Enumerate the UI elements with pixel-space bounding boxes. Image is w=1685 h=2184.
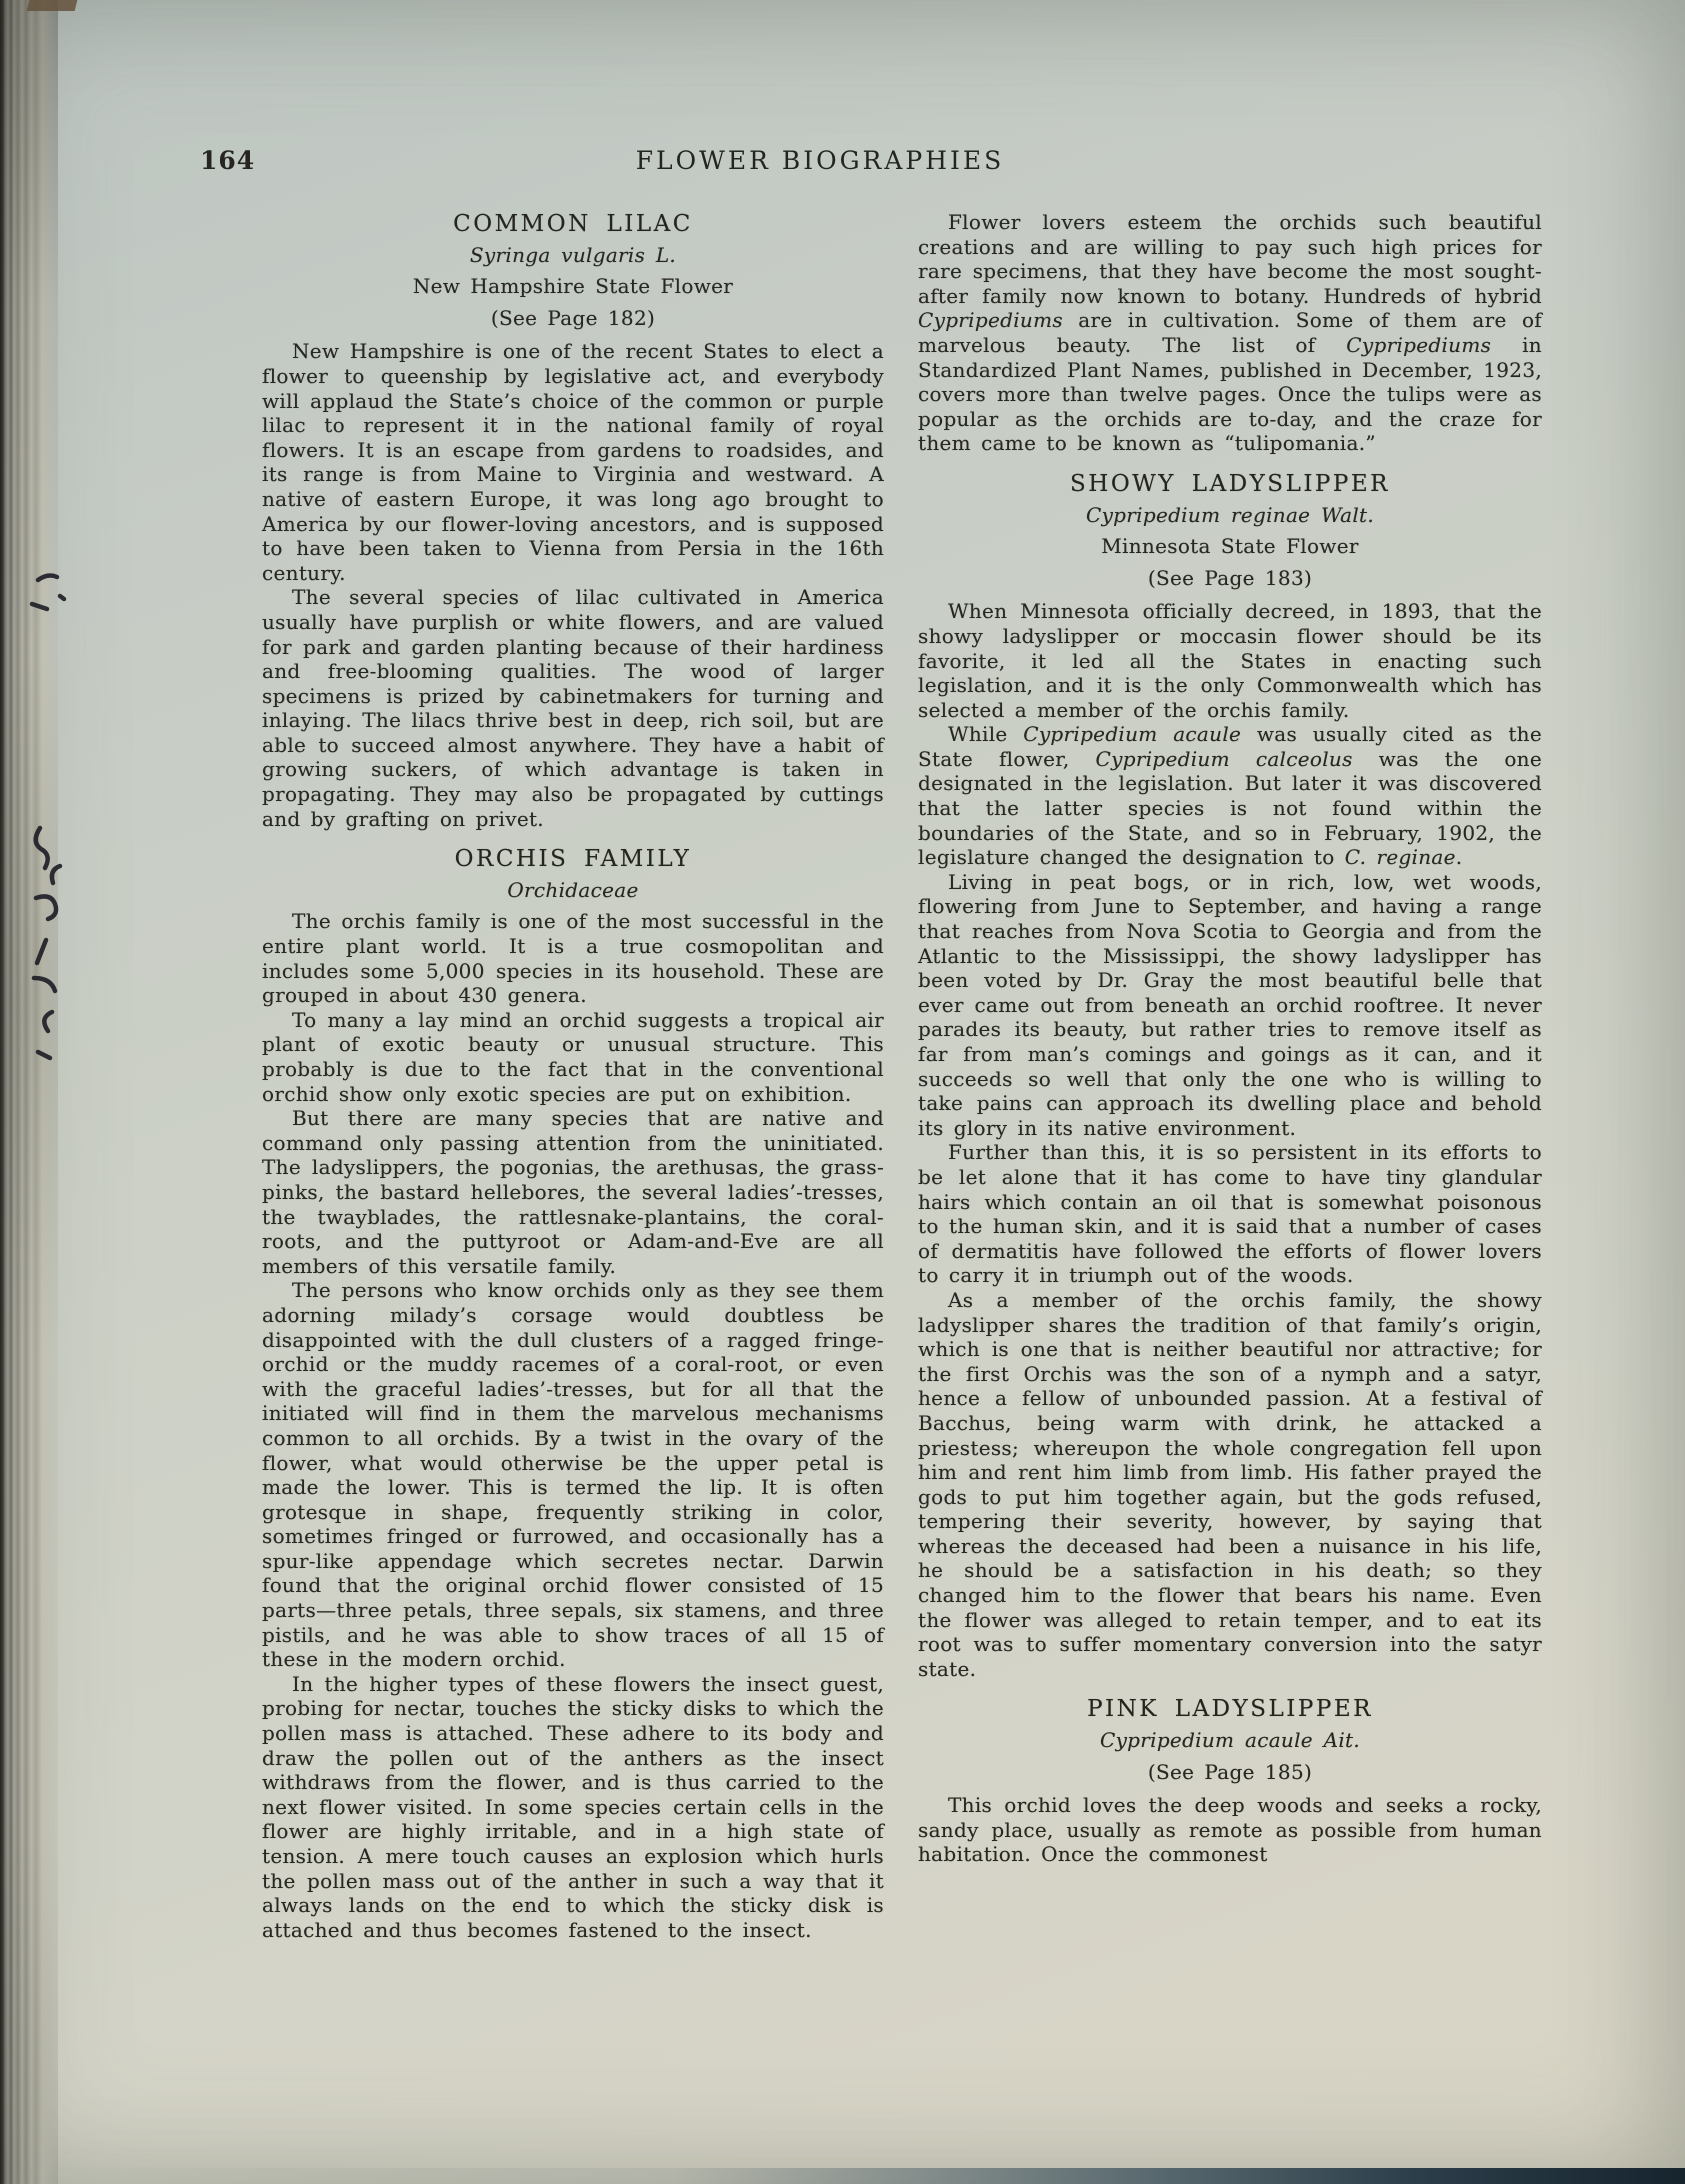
body-paragraph: Further than this, it is so persistent in its efforts to be let alone that it has come to have tiny glandular hairs which contain an oil that is somewhat poisonous to the human skin, and it is said that a number of cases of dermatitis have followed the efforts of flower lovers to carry it in triumph out of the woods.	[918, 1140, 1542, 1288]
section-pink-ladyslipper	[918, 1697, 1542, 1867]
text-column-right	[918, 210, 1542, 1867]
scan-bottom-edge	[0, 2168, 1685, 2184]
section-heading: PINK LADYSLIPPER	[1087, 1696, 1373, 1723]
body-paragraph: But there are many species that are native and command only passing attention from the uninitiated. The ladyslippers, the pogonias, the arethusas, the grass-pinks, the bastard hellebores, the several ladies’-tresses, the twayblades, the rattlesnake-plantains, the coral-roots, and the puttyroot or Adam-and-Eve are all members of this versatile family.	[262, 1106, 884, 1278]
body-paragraph: While Cypripedium acaule was usually cited as the State flower, Cypripedium calceolus was the one designated in the legislation. But later it was discovered that the latter species is not found within the boundaries of the State, and so in February, 1902, the legislature changed the designation to C. reginae.	[918, 722, 1542, 870]
body-paragraph: New Hampshire is one of the recent States to elect a flower to queenship by legislative act, and everybody will applaud the State’s choice of the common or purple lilac to represent it in the national family of royal flowers. It is an escape from gardens to roadsides, and its range is from Maine to Virginia and westward. A native of eastern Europe, it was long ago brought to America by our flower-loving ancestors, and is supposed to have been taken to Vienna from Persia in the 16th century.	[262, 339, 884, 585]
body-paragraph: The persons who know orchids only as they see them adorning milady’s corsage would doubtless be disappointed with the dull clusters of a ragged fringe-orchid or the muddy racemes of a coral-root, or even with the graceful ladies’-tresses, but for all that the initiated will find in them the marvelous mechanisms common to all orchids. By a twist in the ovary of the flower, what would otherwise be the upper petal is made the lower. This is termed the lip. It is often grotesque in shape, frequently striking in color, sometimes fringed or furrowed, and occasionally has a spur-like appendage which secretes nectar. Darwin found that the original orchid flower consisted of 15 parts—three petals, three sepals, six stamens, and three pistils, and he was able to show traces of all 15 of these in the modern orchid.	[262, 1278, 884, 1672]
body-paragraph: This orchid loves the deep woods and seeks a rocky, sandy place, usually as remote as possible from human habitation. Once the commonest	[918, 1793, 1542, 1867]
section-heading: COMMON LILAC	[453, 211, 693, 237]
latin-name: Syringa vulgaris L.	[469, 242, 677, 267]
section-heading: ORCHIS FAMILY	[454, 846, 692, 873]
body-paragraph: In the higher types of these flowers the insect guest, probing for nectar, touches the sticky disks to which the pollen mass is attached. These adhere to its body and draw the pollen out of the anthers as the insect withdraws from the flower, and is thus carried to the next flower visited. In some species certain cells in the flower are highly irritable, and in a high state of tension. A mere touch causes an explosion which hurls the pollen mass out of the anther in such a way that it always lands on the end to which the sticky disk is attached and thus becomes fastened to the insect.	[262, 1671, 884, 1942]
body-paragraph: The orchis family is one of the most successful in the entire plant world. It is a true cosmopolitan and includes some 5,000 species in its household. These are grouped in about 430 genera.	[262, 909, 884, 1008]
see-page-reference: (See Page 183)	[1147, 565, 1313, 590]
page-number: 164	[200, 146, 256, 175]
body-paragraph: As a member of the orchis family, the showy ladyslipper shares the tradition of that family’s origin, which is one that is neither beautiful nor attractive; for the first Orchis was the son of a nymph and a satyr, hence a fellow of unbounded passion. At a festival of Bacchus, being warm with drink, he attacked a priestess; whereupon the whole congregation fell upon him and rent him limb from limb. His father prayed the gods to put him together again, but the gods refused, tempering their severity, however, by saying that whereas the deceased had been a nuisance in his life, he should be a satisfaction in his death; so they changed him to the flower that bears his name. Even the flower was alleged to retain temper, and to eat its root was to suffer momentary conversion into the satyr state.	[918, 1287, 1542, 1681]
section-common-lilac	[262, 212, 884, 831]
section-heading: SHOWY LADYSLIPPER	[1070, 470, 1390, 497]
latin-name: Cypripedium reginae Walt.	[1085, 502, 1375, 527]
body-paragraph: The several species of lilac cultivated in America usually have purplish or white flowers, and are valued for park and garden planting because of their hardiness and free-blooming qualities. The wood of larger specimens is prized by cabinetmakers for turning and inlaying. The lilacs thrive best in deep, rich soil, but are able to succeed almost anywhere. They have a habit of growing suckers, of which advantage is taken in propagating. They may also be propagated by cuttings and by grafting on privet.	[262, 585, 884, 831]
body-paragraph: When Minnesota officially decreed, in 1893, that the showy ladyslipper or moccasin flower should be its favorite, it led all the States in enacting such legislation, and it is the only Commonwealth which has selected a member of the orchis family.	[918, 599, 1542, 722]
section-orchis-family	[262, 847, 884, 1942]
latin-name: Cypripedium acaule Ait.	[1099, 1728, 1361, 1753]
running-title: FLOWER BIOGRAPHIES	[635, 146, 1005, 175]
state-flower-line: Minnesota State Flower	[1101, 534, 1359, 559]
body-paragraph: Flower lovers esteem the orchids such beautiful creations and are willing to pay such high prices for rare specimens, that they have become the most sought-after family now known to botany. Hundreds of hybrid Cypripediums are in cultivation. Some of them are of marvelous beauty. The list of Cypripediums in Standardized Plant Names, published in December, 1923, covers more than twelve pages. Once the tulips were as popular as the orchids are to-day, and the craze for them came to be known as “tulipomania.”	[918, 210, 1542, 456]
body-paragraph: Living in peat bogs, or in rich, low, wet woods, flowering from June to September, and having a range that reaches from Nova Scotia to Georgia and from the Atlantic to the Mississippi, the showy ladyslipper has been voted by Dr. Gray the most beautiful belle that ever came out from beneath an orchid rooftree. It never parades its beauty, but rather tries to remove itself as far from man’s comings and goings as it can, and it succeeds so well that only the one who is willing to take pains can approach its dwelling place and behold its glory in its native environment.	[918, 869, 1542, 1140]
see-page-reference: (See Page 182)	[490, 305, 656, 330]
state-flower-line: New Hampshire State Flower	[412, 274, 734, 299]
margin-ink-marks	[4, 560, 88, 1100]
latin-name: Orchidaceae	[507, 877, 639, 902]
text-column-left	[262, 212, 884, 1942]
page-corner-mark	[27, 0, 78, 11]
body-paragraph: To many a lay mind an orchid suggests a tropical air plant of exotic beauty or unusual structure. This probably is due to the fact that in the conventional orchid show only exotic species are put on exhibition.	[262, 1007, 884, 1106]
see-page-reference: (See Page 185)	[1147, 1759, 1313, 1784]
section-showy-ladyslipper	[918, 472, 1542, 1682]
